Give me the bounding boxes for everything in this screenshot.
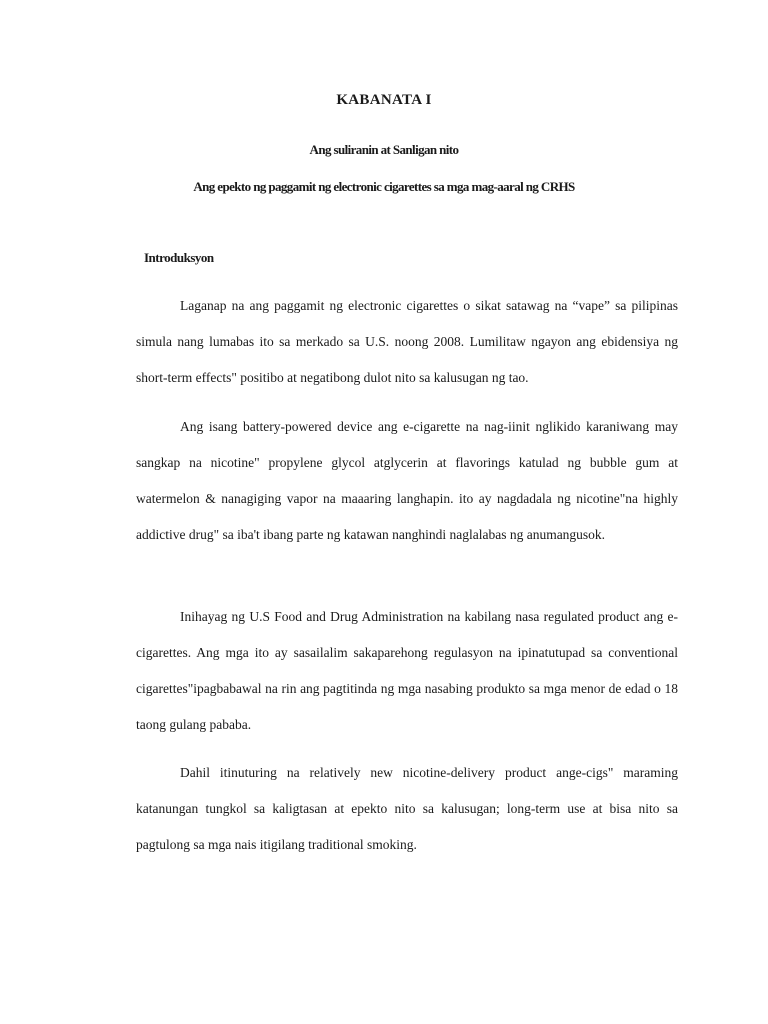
paragraph-text: Laganap na ang paggamit ng electronic cigarettes o sikat satawag na “vape” sa pilipinas simula nang lumabas ito sa merkado sa U.S. noong 2008. Lumilitaw ngayon ang ebidensiya ng short-term effects" positibo at negatibong dulot nito sa kalusugan ng tao.	[136, 298, 678, 385]
paragraph-text: Inihayag ng U.S Food and Drug Administration na kabilang nasa regulated product ang e-cigarettes. Ang mga ito ay sasailalim sakaparehong regulasyon na ipinatutupad sa conventional cigarettes"ipagbabawal na rin ang pagtitinda ng mga nasabing produkto sa mga menor de edad o 18 taong gulang pababa.	[136, 609, 678, 732]
body-paragraph	[136, 288, 678, 396]
paragraph-text: Ang isang battery-powered device ang e-cigarette na nag-iinit nglikido karaniwang may sangkap na nicotine" propylene glycol atglycerin at flavorings katulad ng bubble gum at watermelon & nanagiging vapor na maaaring langhapin. ito ay nagdadala ng nicotine"na highly addictive drug" sa iba't ibang parte ng katawan nanghindi naglalabas ng anumangusok.	[136, 419, 678, 542]
body-paragraph	[136, 755, 678, 863]
section-heading: Introduksyon	[144, 250, 214, 265]
body-paragraph	[136, 409, 678, 553]
body-paragraph	[136, 599, 678, 743]
research-title: Ang epekto ng paggamit ng electronic cigarettes sa mga mag-aaral ng CRHS	[193, 179, 575, 194]
paragraph-text: Dahil itinuturing na relatively new nicotine-delivery product ange-cigs" maraming katanungan tungkol sa kaligtasan at epekto nito sa kalusugan; long-term use at bisa nito sa pagtulong sa mga nais itigilang traditional smoking.	[136, 765, 678, 852]
chapter-title: KABANATA I	[336, 92, 432, 108]
chapter-subtitle: Ang suliranin at Sanligan nito	[309, 142, 459, 157]
